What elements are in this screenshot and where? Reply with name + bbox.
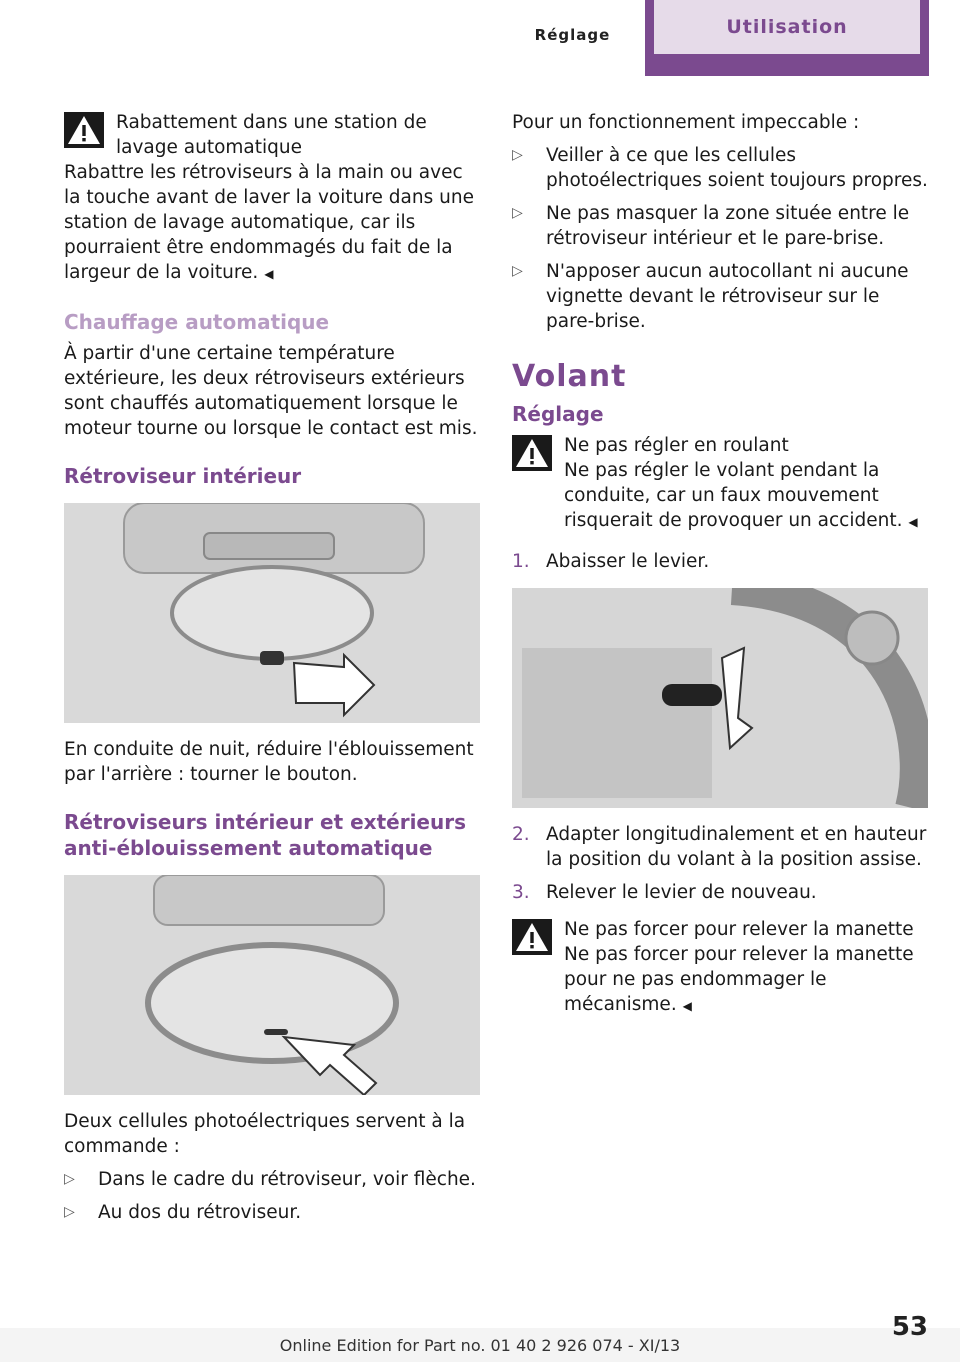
warning-title: Ne pas régler en roulant — [564, 435, 789, 456]
warning-body-text: Ne pas forcer pour relever la manette pour ne pas endommager le mécanisme. — [564, 944, 914, 1015]
warning-triangle-icon — [64, 112, 104, 148]
list-item — [512, 201, 928, 251]
right-column — [512, 110, 928, 1025]
heading-retroviseur-interieur: Rétroviseur intérieur — [64, 464, 302, 488]
warning-body-text: Ne pas régler le volant pendant la conduite, car un faux mouvement risquerait de provoquer un accident. — [564, 460, 903, 531]
list-item-text: N'apposer aucun autocollant ni aucune vignette devant le rétroviseur sur le pare-brise. — [546, 261, 909, 332]
page-number: 53 — [891, 1312, 928, 1342]
footer-edition: Online Edition for Part no. 01 40 2 926 074 - XI/13 — [279, 1336, 681, 1355]
heading-anti-eblouissement: Rétroviseurs intérieur et extérieurs anti-éblouissement automatique — [64, 810, 466, 860]
heading-volant: Volant — [512, 359, 627, 394]
warning-triangle-icon — [512, 435, 552, 471]
figure-interior-mirror — [64, 503, 480, 723]
heading-chauffage: Chauffage automatique — [64, 310, 330, 334]
bullet-arrow-icon: ▷ — [512, 147, 523, 163]
step-number: 2. — [512, 824, 530, 845]
step-text: Abaisser le levier. — [546, 551, 710, 572]
end-mark-icon: ◀ — [682, 999, 692, 1013]
step-text: Relever le levier de nouveau. — [546, 882, 817, 903]
warning-block-washing — [64, 110, 482, 287]
warning-triangle-icon — [512, 919, 552, 955]
warning-block-lever — [512, 917, 928, 1019]
list-item — [512, 822, 928, 872]
list-item-text: Ne pas masquer la zone située entre le rétroviseur intérieur et le pare-brise. — [546, 203, 910, 249]
bullet-arrow-icon: ▷ — [64, 1171, 75, 1187]
list-item — [512, 880, 928, 905]
warning-body — [512, 458, 928, 535]
auto-dimming-mirror-illustration — [64, 875, 480, 1095]
paragraph-nuit: En conduite de nuit, réduire l'éblouissement par l'arrière : tourner le bouton. — [64, 739, 474, 785]
list-item — [512, 143, 928, 193]
step-list-a — [512, 549, 928, 574]
list-item — [512, 259, 928, 334]
step-number: 1. — [512, 551, 530, 572]
step-number: 3. — [512, 882, 530, 903]
paragraph-cellules: Deux cellules photoélectriques servent à la commande : — [64, 1111, 466, 1157]
list-item-text: Dans le cadre du rétroviseur, voir flèche. — [98, 1169, 476, 1190]
heading-reglage: Réglage — [512, 402, 604, 426]
warning-body-text: Rabattre les rétroviseurs à la main ou avec la touche avant de laver la voiture dans une station de lavage automatique, car ils pourraient être endommagés du fait de la largeur de la voiture. — [64, 162, 474, 283]
list-item — [512, 549, 928, 574]
list-item-text: Au dos du rétroviseur. — [98, 1202, 302, 1223]
warning-title: Rabattement dans une station de lavage automatique — [116, 112, 427, 158]
figure-auto-dimming-mirror — [64, 875, 480, 1095]
bullet-list-cellules — [64, 1167, 482, 1225]
list-item — [64, 1200, 482, 1225]
left-column — [64, 110, 482, 1235]
figure-steering-lever — [512, 588, 928, 808]
step-list-b — [512, 822, 928, 905]
bullet-list-fonctionnement — [512, 143, 928, 334]
list-item — [64, 1167, 482, 1192]
header-section-label: Réglage — [534, 26, 611, 44]
bullet-arrow-icon: ▷ — [512, 205, 523, 221]
bullet-arrow-icon: ▷ — [64, 1204, 75, 1220]
header-chapter-tab[interactable] — [645, 0, 929, 76]
warning-body — [512, 942, 928, 1019]
header-chapter-tab-label: Utilisation — [654, 0, 920, 54]
step-text: Adapter longitudinalement et en hauteur la position du volant à la position assise. — [546, 824, 927, 870]
warning-body — [64, 160, 482, 287]
bullet-arrow-icon: ▷ — [512, 263, 523, 279]
interior-mirror-illustration — [64, 503, 480, 723]
paragraph-fonctionnement: Pour un fonctionnement impeccable : — [512, 112, 860, 133]
steering-lever-illustration — [512, 588, 928, 808]
end-mark-icon: ◀ — [264, 267, 274, 281]
warning-title: Ne pas forcer pour relever la manette — [564, 919, 914, 940]
end-mark-icon: ◀ — [908, 515, 918, 529]
list-item-text: Veiller à ce que les cellules photoélectriques soient toujours propres. — [546, 145, 928, 191]
warning-block-driving — [512, 433, 928, 535]
paragraph-chauffage: À partir d'une certaine température extérieure, les deux rétroviseurs extérieurs sont chauffés automatiquement lorsque le moteur tourne ou lorsque le contact est mis. — [64, 343, 478, 439]
